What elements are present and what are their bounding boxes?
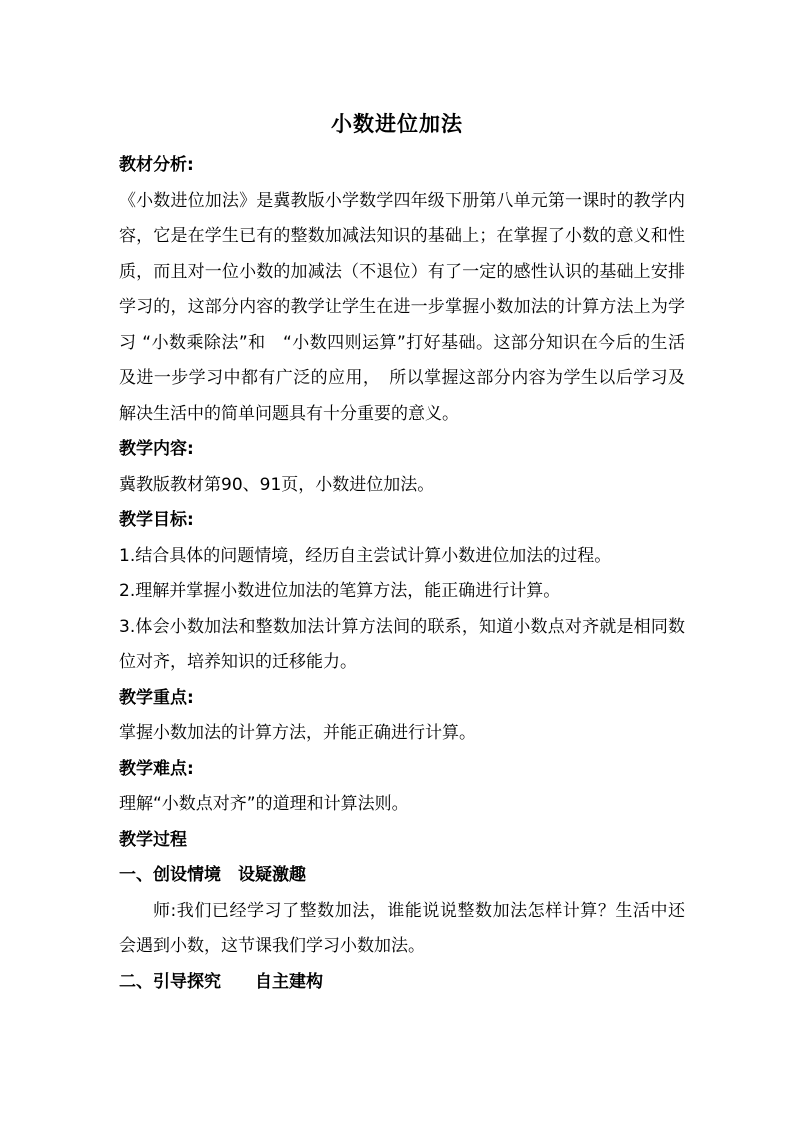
goal-item-1: 1.结合具体的问题情境，经历自主尝试计算小数进位加法的过程。 [119, 545, 612, 566]
analysis-heading: 教材分析: [119, 155, 194, 175]
goals-heading: 教学目标: [119, 510, 194, 530]
goal-item-2: 2.理解并掌握小数进位加法的笔算方法，能正确进行计算。 [119, 581, 561, 601]
difficulty-paragraph: 理解“小数点对齐”的道理和计算法则。 [119, 794, 409, 814]
process-heading: 教学过程 [119, 829, 187, 850]
step1-paragraph: 师:我们已经学习了整数加法，谁能说说整数加法怎样计算？生活中还会遇到小数，这节课我们学习小数加法。 [119, 900, 685, 956]
key-points-heading: 教学重点: [119, 687, 194, 708]
document-title: 小数进位加法 [331, 112, 463, 136]
content-heading: 教学内容: [119, 439, 194, 459]
key-points-paragraph: 掌握小数加法的计算方法，并能正确进行计算。 [119, 723, 476, 743]
goal-item-3: 3.体会小数加法和整数加法计算方法间的联系，知道小数点对齐就是相同数位对齐，培养知识的迁移能力。 [119, 616, 685, 672]
step2-heading: 二、引导探究 自主建构 [119, 971, 323, 992]
document-body [119, 148, 685, 1000]
step1-heading: 一、创设情境 设疑激趣 [119, 865, 306, 885]
difficulty-heading: 教学难点: [119, 758, 194, 779]
analysis-paragraph: 《小数进位加法》是冀教版小学数学四年级下册第八单元第一课时的教学内容，它是在学生已有的整数加减法知识的基础上；在掌握了小数的意义和性质，而且对一位小数的加减法（不退位）有了一定的感性认识的基础上安排学习的，这部分内容的教学让学生在进一步掌握小数加法的计算方法上为学习 “小数乘除法”和 “小数四则运算”打好基础。这部分知识在今后的生活及进一步学习中都有广泛的应用， 所以掌握这部分内容为学生以后学习及解决生活中的简单问题具有十分重要的意义。 [119, 190, 685, 424]
content-paragraph: 冀教版教材第90、91页，小数进位加法。 [119, 474, 435, 495]
